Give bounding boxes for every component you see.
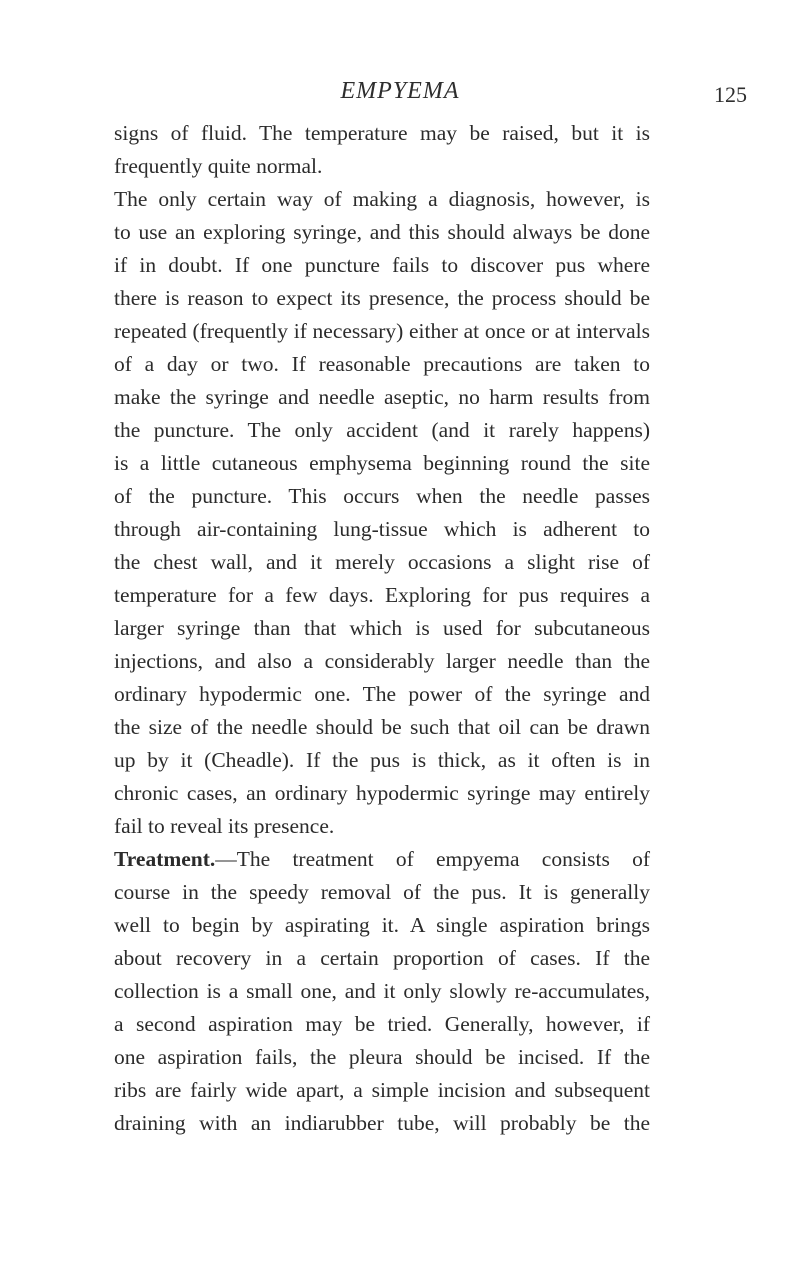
page-number: 125 — [714, 82, 747, 107]
text-line: larger syringe than that which is used for subcutaneous — [114, 616, 650, 640]
text-line: a second aspiration may be tried. Generally, however, if — [114, 1012, 650, 1036]
text-line: to use an exploring syringe, and this should always be done — [114, 220, 650, 244]
text-line: well to begin by aspirating it. A single aspiration brings — [114, 913, 650, 937]
text-line: through air-containing lung-tissue which is adherent to — [114, 517, 650, 541]
text-line: temperature for a few days. Exploring for pus requires a — [114, 583, 650, 607]
text-line: course in the speedy removal of the pus. It is generally — [114, 880, 650, 904]
text-line: of the puncture. This occurs when the needle passes — [114, 484, 650, 508]
text-line: signs of fluid. The temperature may be raised, but it is — [114, 121, 650, 145]
text-line: the puncture. The only accident (and it rarely happens) — [114, 418, 650, 442]
text-line: fail to reveal its presence. — [114, 814, 335, 838]
text-line: the size of the needle should be such that oil can be drawn — [114, 715, 650, 739]
treatment-line-rest: —The treatment of empyema consists of — [215, 847, 650, 871]
text-line: ribs are fairly wide apart, a simple incision and subsequent — [114, 1078, 650, 1102]
text-line: there is reason to expect its presence, the process should be — [114, 286, 650, 310]
text-line: collection is a small one, and it only slowly re-accumulates, — [114, 979, 650, 1003]
treatment-heading: Treatment. — [114, 847, 216, 871]
body-text — [114, 117, 650, 1140]
text-line: ordinary hypodermic one. The power of the syringe and — [114, 682, 650, 706]
text-line: injections, and also a considerably larger needle than the — [114, 649, 650, 673]
text-line: the chest wall, and it merely occasions a slight rise of — [114, 550, 650, 574]
text-line: repeated (frequently if necessary) either at once or at intervals — [114, 319, 650, 343]
running-title: EMPYEMA — [340, 78, 460, 104]
text-line: draining with an indiarubber tube, will probably be the — [114, 1111, 650, 1135]
text-line: chronic cases, an ordinary hypodermic syringe may entirely — [114, 781, 650, 805]
text-line: make the syringe and needle aseptic, no harm results from — [114, 385, 650, 409]
text-line: about recovery in a certain proportion of cases. If the — [114, 946, 650, 970]
text-line: if in doubt. If one puncture fails to discover pus where — [114, 253, 650, 277]
text-line: of a day or two. If reasonable precautions are taken to — [114, 352, 650, 376]
text-line: The only certain way of making a diagnosis, however, is — [114, 187, 650, 211]
text-line: up by it (Cheadle). If the pus is thick, as it often is in — [114, 748, 650, 772]
text-line: one aspiration fails, the pleura should be incised. If the — [114, 1045, 650, 1069]
treatment-first-line — [114, 843, 650, 876]
text-line: is a little cutaneous emphysema beginning round the site — [114, 451, 650, 475]
text-line: frequently quite normal. — [114, 154, 323, 178]
